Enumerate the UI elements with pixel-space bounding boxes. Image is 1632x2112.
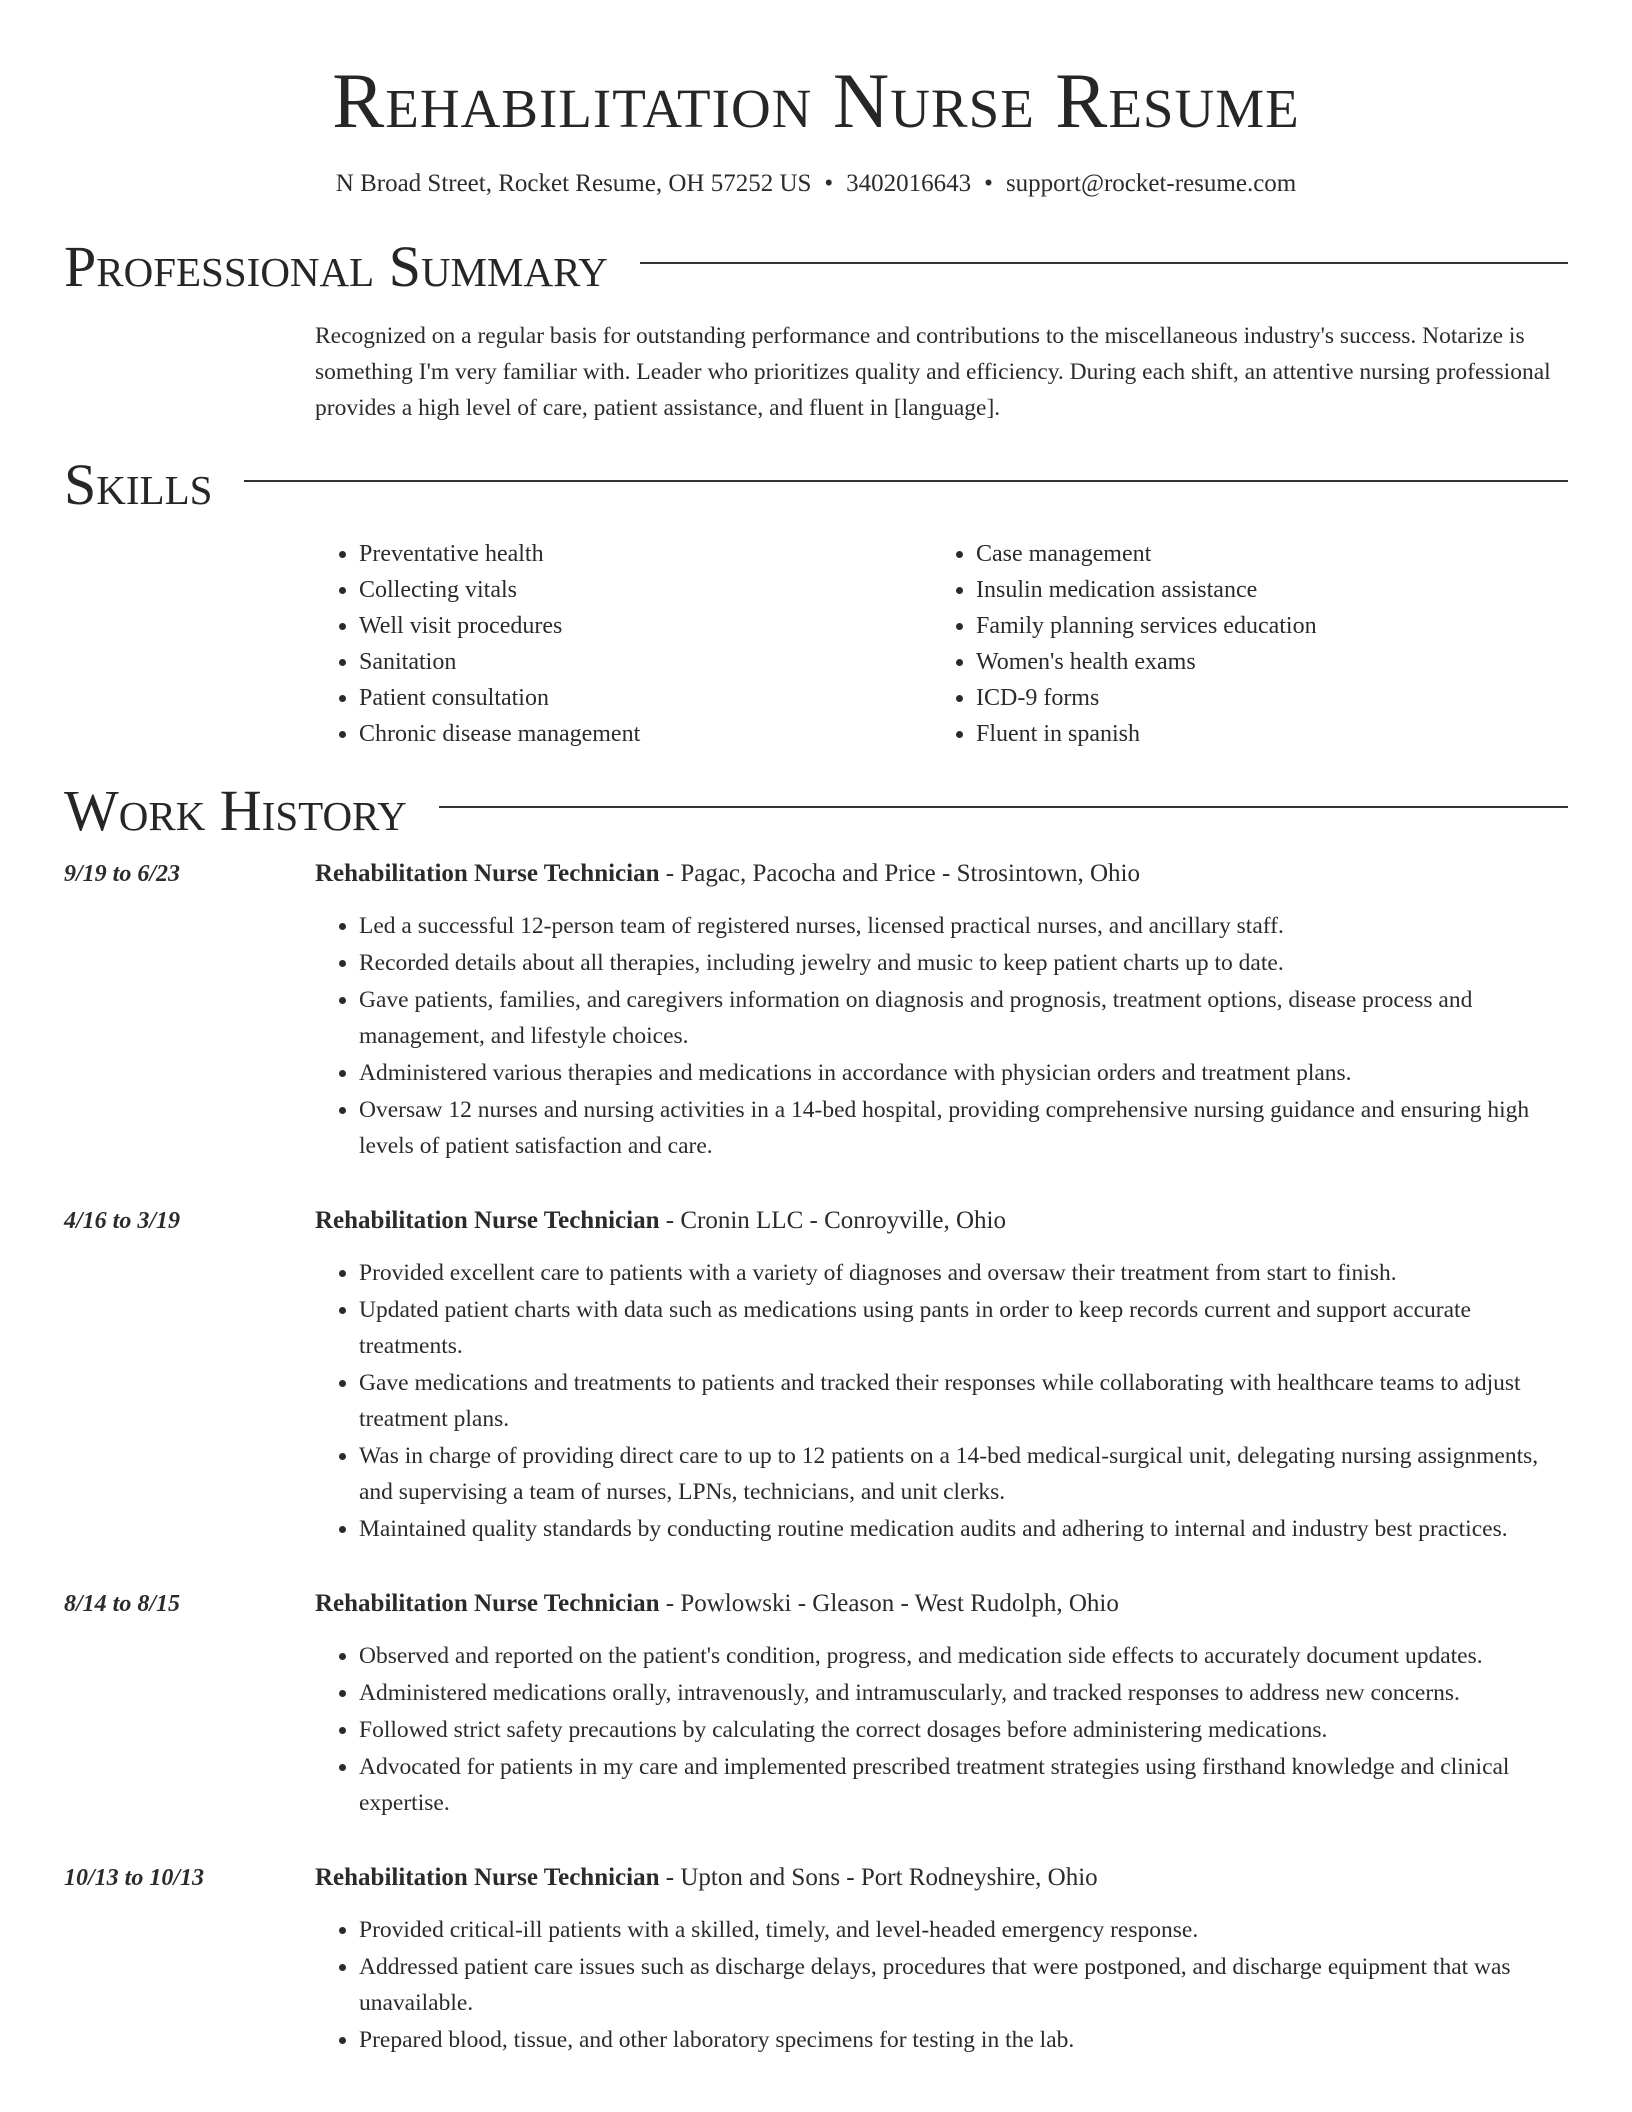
- summary-text: Recognized on a regular basis for outstanding performance and contributions to the miscellaneous industry's success. Notarize is something I'm very familiar with. Leader who prioritizes quality and efficiency. During each shift, an attentive nursing professional provides a high level of care, patient assistance, and fluent in [language].: [315, 323, 1551, 421]
- skill-item: • Case management: [976, 536, 1549, 572]
- job-bullet: • Prepared blood, tissue, and other laboratory specimens for testing in the lab.: [359, 2022, 1568, 2058]
- skill-item: • Collecting vitals: [359, 572, 932, 608]
- work-heading: Work History: [64, 778, 407, 843]
- job-bullets: [315, 1255, 1568, 1547]
- job-body: [315, 1586, 1568, 1822]
- job-bullet: • Gave patients, families, and caregivers information on diagnosis and prognosis, treatment options, disease process and management, and lifestyle choices.: [359, 982, 1568, 1054]
- skills-list: [315, 536, 1568, 752]
- resume-page: [64, 0, 1568, 2059]
- job-title: Rehabilitation Nurse Technician: [315, 1590, 660, 1617]
- summary-section-header: [64, 234, 1568, 299]
- skills-column-right: [932, 536, 1549, 752]
- resume-title: Rehabilitation Nurse Resume: [332, 57, 1300, 144]
- job-employer-location: - Upton and Sons - Port Rodneyshire, Ohio: [659, 1864, 1098, 1891]
- job-employer-location: - Powlowski - Gleason - West Rudolph, Ohio: [659, 1590, 1119, 1617]
- job-bullet: • Gave medications and treatments to patients and tracked their responses while collaborating with healthcare teams to adjust treatment plans.: [359, 1365, 1568, 1437]
- job-dates: 10/13 to 10/13: [64, 1865, 205, 1891]
- job-entry: [64, 1586, 1568, 1822]
- work-history-list: [64, 856, 1568, 2059]
- job-bullet: • Administered medications orally, intravenously, and intramuscularly, and tracked responses to address new concerns.: [359, 1675, 1568, 1711]
- section-divider: [640, 262, 1568, 264]
- skill-item: • Family planning services education: [976, 608, 1549, 644]
- job-bullet: • Provided critical-ill patients with a skilled, timely, and level-headed emergency response.: [359, 1912, 1568, 1948]
- skill-item: • Fluent in spanish: [976, 716, 1549, 752]
- job-bullet: • Provided excellent care to patients with a variety of diagnoses and oversaw their treatment from start to finish.: [359, 1255, 1568, 1291]
- job-heading: [315, 1586, 1568, 1622]
- job-heading: [315, 1860, 1568, 1896]
- job-bullets: [315, 1638, 1568, 1821]
- job-bullet: • Advocated for patients in my care and implemented prescribed treatment strategies using firsthand knowledge and clinical expertise.: [359, 1749, 1568, 1821]
- contact-address: N Broad Street, Rocket Resume, OH 57252 US: [335, 170, 812, 197]
- job-bullet: • Maintained quality standards by conducting routine medication audits and adhering to internal and industry best practices.: [359, 1511, 1568, 1547]
- job-title: Rehabilitation Nurse Technician: [315, 1864, 660, 1891]
- skill-item: • Well visit procedures: [359, 608, 932, 644]
- job-bullet: • Followed strict safety precautions by calculating the correct dosages before administering medications.: [359, 1712, 1568, 1748]
- job-bullet: • Updated patient charts with data such as medications using pants in order to keep records current and support accurate treatments.: [359, 1292, 1568, 1364]
- contact-phone: 3402016643: [846, 170, 972, 197]
- job-employer-location: - Pagac, Pacocha and Price - Strosintown, Ohio: [659, 860, 1140, 887]
- skill-item: • Preventative health: [359, 536, 932, 572]
- job-heading: [315, 1203, 1568, 1239]
- section-divider: [439, 806, 1568, 808]
- skill-item: • Insulin medication assistance: [976, 572, 1549, 608]
- job-bullet: • Addressed patient care issues such as discharge delays, procedures that were postponed, and discharge equipment that was unavailable.: [359, 1949, 1568, 2021]
- contact-separator: •: [824, 170, 834, 197]
- job-title: Rehabilitation Nurse Technician: [315, 1207, 660, 1234]
- job-bullet: • Observed and reported on the patient's condition, progress, and medication side effects to accurately document updates.: [359, 1638, 1568, 1674]
- job-bullet: • Oversaw 12 nurses and nursing activities in a 14-bed hospital, providing comprehensive nursing guidance and ensuring high levels of patient satisfaction and care.: [359, 1092, 1568, 1164]
- skill-item: • Chronic disease management: [359, 716, 932, 752]
- section-divider: [244, 480, 1568, 482]
- job-bullet: • Was in charge of providing direct care to up to 12 patients on a 14-bed medical-surgical unit, delegating nursing assignments, and supervising a team of nurses, LPNs, technicians, and unit clerks.: [359, 1438, 1568, 1510]
- skill-item: • Sanitation: [359, 644, 932, 680]
- job-body: [315, 856, 1568, 1165]
- job-entry: [64, 1203, 1568, 1548]
- job-entry: [64, 1860, 1568, 2059]
- skills-section-header: [64, 452, 1568, 517]
- contact-line: [64, 170, 1568, 198]
- job-body: [315, 1860, 1568, 2059]
- job-title: Rehabilitation Nurse Technician: [315, 860, 660, 887]
- job-body: [315, 1203, 1568, 1548]
- summary-heading: Professional Summary: [64, 234, 608, 299]
- job-bullets: [315, 1912, 1568, 2058]
- skill-item: • Patient consultation: [359, 680, 932, 716]
- job-entry: [64, 856, 1568, 1165]
- contact-separator: •: [984, 170, 993, 197]
- job-dates: 8/14 to 8/15: [64, 1591, 181, 1617]
- job-dates: 4/16 to 3/19: [64, 1208, 181, 1234]
- job-dates: 9/19 to 6/23: [64, 861, 181, 887]
- skill-item: • ICD-9 forms: [976, 680, 1549, 716]
- skill-item: • Women's health exams: [976, 644, 1549, 680]
- job-bullet: • Led a successful 12-person team of registered nurses, licensed practical nurses, and ancillary staff.: [359, 908, 1568, 944]
- skills-column-left: [315, 536, 932, 752]
- job-employer-location: - Cronin LLC - Conroyville, Ohio: [659, 1207, 1006, 1234]
- job-heading: [315, 856, 1568, 892]
- work-section-header: [64, 778, 1568, 843]
- job-bullet: • Recorded details about all therapies, including jewelry and music to keep patient charts up to date.: [359, 945, 1568, 981]
- job-bullet: • Administered various therapies and medications in accordance with physician orders and treatment plans.: [359, 1055, 1568, 1091]
- skills-heading: Skills: [64, 452, 213, 517]
- contact-email: support@rocket-resume.com: [1005, 170, 1297, 197]
- job-bullets: [315, 908, 1568, 1164]
